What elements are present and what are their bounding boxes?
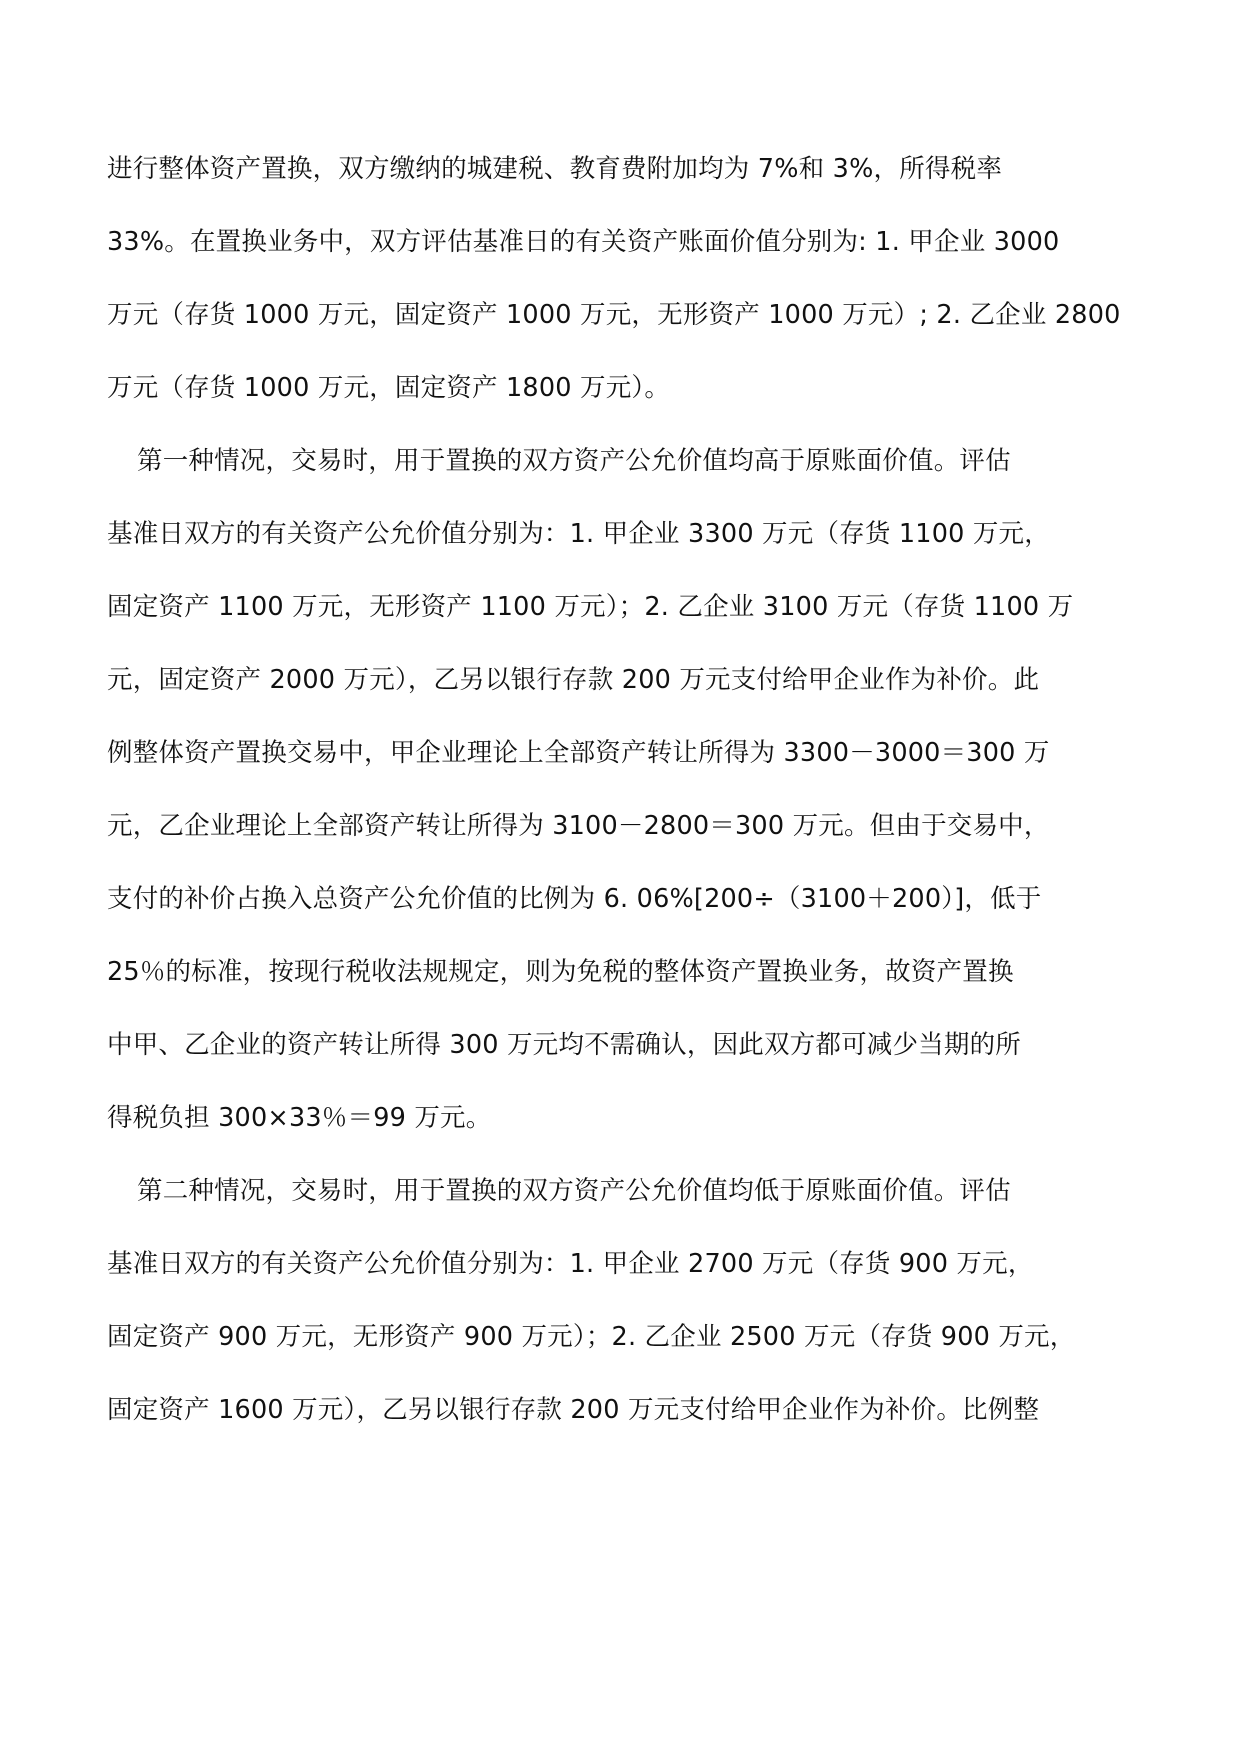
text-line: 得税负担 300×33％＝99 万元。 — [107, 1103, 492, 1133]
text-line: 万元（存货 1000 万元，固定资产 1000 万元，无形资产 1000 万元）; 2. 乙企业 2800 — [107, 300, 1121, 330]
text-line: 固定资产 1600 万元），乙另以银行存款 200 万元支付给甲企业作为补价。比例整 — [107, 1395, 1040, 1425]
text-line: 例整体资产置换交易中，甲企业理论上全部资产转让所得为 3300－3000＝300 万 — [107, 738, 1050, 768]
text-line: 万元（存货 1000 万元，固定资产 1800 万元）。 — [107, 373, 671, 403]
text-line: 基准日双方的有关资产公允价值分别为：1. 甲企业 3300 万元（存货 1100 万元， — [107, 519, 1050, 549]
text-line: 25％的标准，按现行税收法规规定，则为免税的整体资产置换业务，故资产置换 — [107, 957, 1014, 987]
text-line: 中甲、乙企业的资产转让所得 300 万元均不需确认，因此双方都可减少当期的所 — [107, 1030, 1021, 1060]
text-line: 33%。在置换业务中，双方评估基准日的有关资产账面价值分别为: 1. 甲企业 3000 — [107, 227, 1060, 257]
text-line: 基准日双方的有关资产公允价值分别为：1. 甲企业 2700 万元（存货 900 万元， — [107, 1249, 1034, 1279]
text-line: 固定资产 900 万元，无形资产 900 万元）；2. 乙企业 2500 万元（存货 900 万元， — [107, 1322, 1076, 1352]
paragraph-first-line: 第一种情况，交易时，用于置换的双方资产公允价值均高于原账面价值。评估 — [137, 446, 1011, 476]
text-line: 进行整体资产置换，双方缴纳的城建税、教育费附加均为 7%和 3%，所得税率 — [107, 154, 1003, 184]
paragraph-first-line: 第二种情况，交易时，用于置换的双方资产公允价值均低于原账面价值。评估 — [137, 1176, 1011, 1206]
text-line: 元，乙企业理论上全部资产转让所得为 3100－2800＝300 万元。但由于交易中， — [107, 811, 1050, 841]
text-line: 固定资产 1100 万元，无形资产 1100 万元）；2. 乙企业 3100 万元（存货 1100 万 — [107, 592, 1074, 622]
text-line: 支付的补价占换入总资产公允价值的比例为 6. 06%[200÷（3100＋200）]，低于 — [107, 884, 1042, 914]
text-line: 元，固定资产 2000 万元），乙另以银行存款 200 万元支付给甲企业作为补价。此 — [107, 665, 1040, 695]
